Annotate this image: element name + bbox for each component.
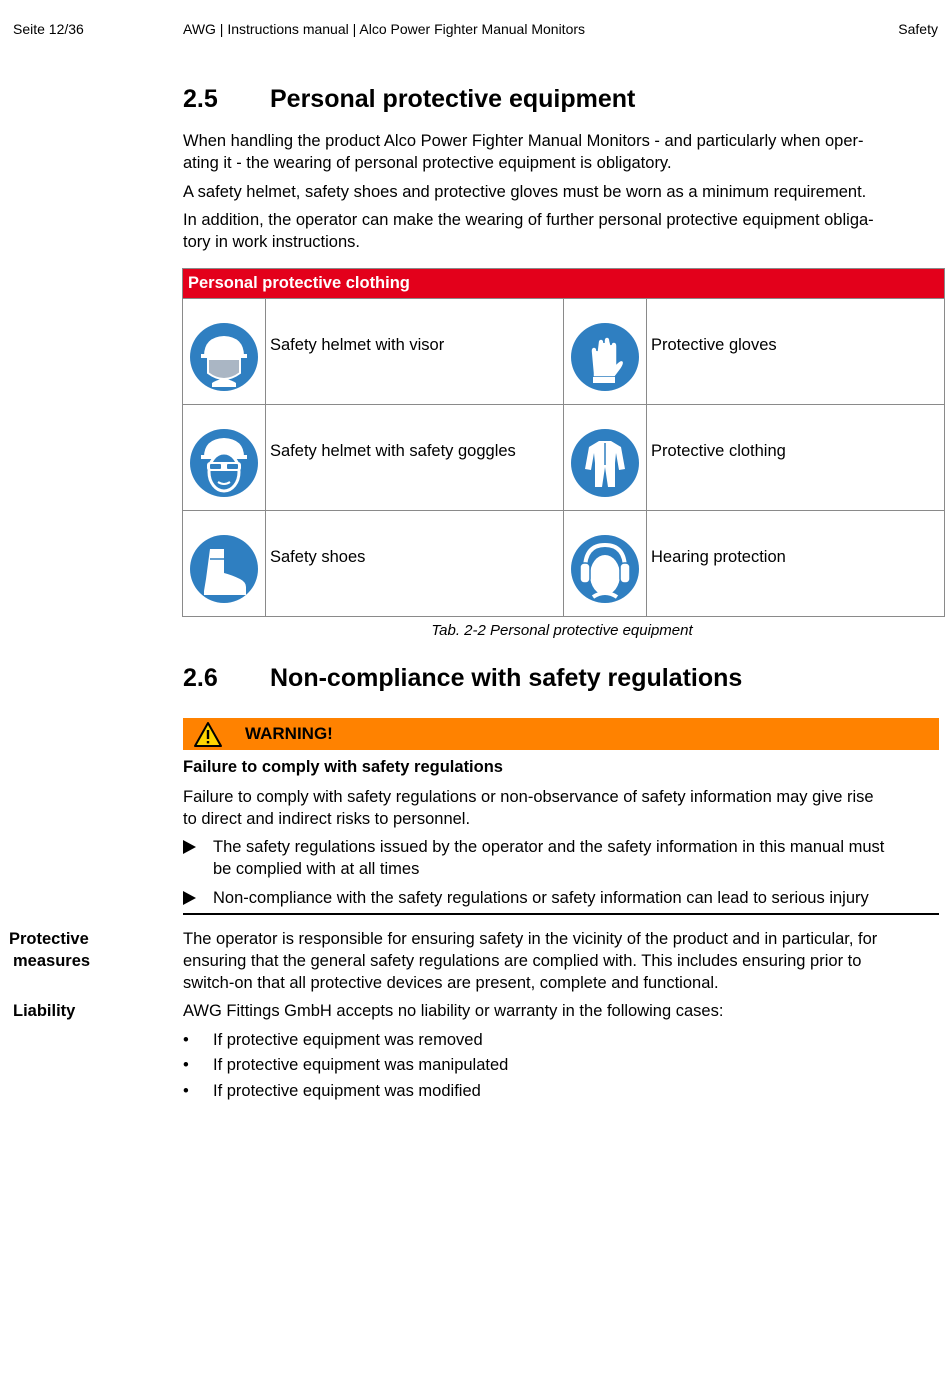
instruction-item: The safety regulations issued by the operator and the safety information in this manual must be complied with at all times — [183, 836, 941, 880]
section-title: Personal protective equipment — [270, 85, 636, 113]
section-title: Non-compliance with safety regulations — [270, 664, 743, 692]
protective-clothing-icon — [571, 429, 639, 497]
ppe-label: Protective gloves — [651, 336, 777, 354]
ppe-label-cell — [647, 299, 945, 405]
ppe-label: Hearing protection — [651, 548, 786, 566]
paragraph-further-ppe: In addition, the operator can make the wearing of further personal protective equipment obliga- tory in work instructions. — [183, 211, 874, 251]
margin-label-protective-measures: Protective measures — [9, 930, 91, 970]
warning-triangle-icon — [193, 721, 223, 748]
table-row — [183, 405, 945, 511]
ppe-icon-cell — [564, 511, 647, 617]
liability-intro: AWG Fittings GmbH accepts no liability or warranty in the following cases: — [183, 1002, 724, 1020]
protective-measures-text: The operator is responsible for ensuring safety in the vicinity of the product and in particular, for ensuring that the general safety regulations are complied with. This includes ensuring prior to switch-on that all protective devices are present, complete and functional. — [183, 930, 878, 992]
page-header — [13, 20, 938, 38]
ppe-icon-cell — [183, 299, 266, 405]
ppe-label: Protective clothing — [651, 442, 786, 460]
warning-label: WARNING! — [245, 724, 333, 743]
paragraph-ppe-obligatory: When handling the product Alco Power Fighter Manual Monitors - and particularly when oper- ating it - the wearing of personal protective equipment is obligatory. — [183, 132, 864, 172]
ppe-icon-cell — [183, 405, 266, 511]
section-heading-2-6 — [183, 663, 742, 693]
ppe-label: Safety helmet with safety goggles — [270, 442, 516, 460]
ppe-label-cell — [266, 299, 564, 405]
ppe-label: Safety helmet with visor — [270, 336, 445, 354]
ppe-label-cell — [266, 405, 564, 511]
ppe-table-header-row — [183, 269, 945, 299]
paragraph-minimum-requirement: A safety helmet, safety shoes and protective gloves must be worn as a minimum requirement. — [183, 183, 867, 201]
instruction-item: Non-compliance with the safety regulations or safety information can lead to serious injury — [183, 887, 941, 909]
ppe-table — [182, 268, 945, 617]
arrow-bullet-icon — [183, 891, 196, 905]
chapter-name: Safety — [898, 21, 938, 37]
section-heading-2-5 — [183, 84, 635, 114]
margin-label-liability: Liability — [13, 1002, 76, 1020]
ppe-icon-cell — [183, 511, 266, 617]
ppe-label: Safety shoes — [270, 548, 366, 566]
bullet-dot: • — [183, 1056, 189, 1074]
helmet-goggles-icon — [190, 429, 258, 497]
hearing-protection-icon — [571, 535, 639, 603]
section-number: 2.5 — [183, 85, 218, 113]
ppe-label-cell — [647, 405, 945, 511]
ppe-label-cell — [266, 511, 564, 617]
divider — [183, 913, 939, 915]
warning-heading: Failure to comply with safety regulations — [183, 758, 503, 776]
ppe-icon-cell — [564, 299, 647, 405]
protective-gloves-icon — [571, 323, 639, 391]
bullet-dot: • — [183, 1082, 189, 1100]
table-row — [183, 511, 945, 617]
document-title: AWG | Instructions manual | Alco Power Fighter Manual Monitors — [183, 21, 586, 37]
ppe-table-header: Personal protective clothing — [183, 269, 945, 299]
warning-bar — [183, 718, 939, 750]
page-number: Seite 12/36 — [13, 21, 84, 37]
ppe-label-cell — [647, 511, 945, 617]
safety-helmet-visor-icon — [190, 323, 258, 391]
ppe-icon-cell — [564, 405, 647, 511]
table-row — [183, 299, 945, 405]
section-number: 2.6 — [183, 664, 218, 692]
arrow-bullet-icon — [183, 840, 196, 854]
safety-shoes-icon — [190, 535, 258, 603]
warning-text: Failure to comply with safety regulations or non-observance of safety information may give rise to direct and indirect risks to personnel. — [183, 788, 874, 828]
bullet-dot: • — [183, 1031, 189, 1049]
table-caption: Tab. 2-2 Personal protective equipment — [431, 622, 693, 639]
